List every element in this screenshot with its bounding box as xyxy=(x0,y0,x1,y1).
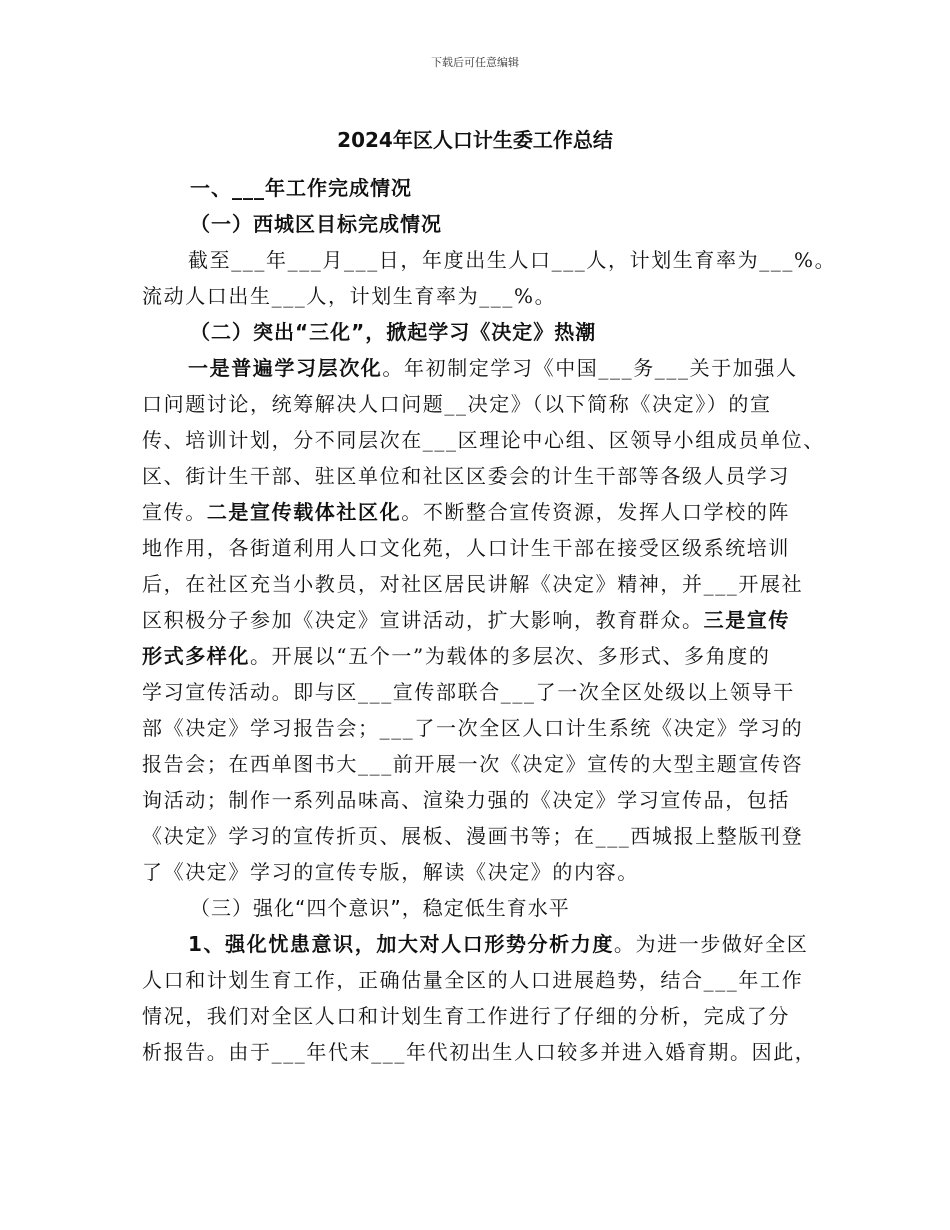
paragraph-line: 询活动；制作一系列品味高、渲染力强的《决定》学习宣传品，包括 xyxy=(142,788,790,812)
page-header-note: 下载后可任意编辑 xyxy=(431,56,519,69)
paragraph-line: 部《决定》学习报告会；___了一次全区人口计生系统《决定》学习的 xyxy=(142,716,804,740)
paragraph-text: 宣传。 xyxy=(142,500,207,524)
paragraph-line: 析报告。由于___年代末___年代初出生人口较多并进入婚育期。因此， xyxy=(142,1040,817,1064)
paragraph-line: 了《决定》学习的宣传专版，解读《决定》的内容。 xyxy=(142,860,639,884)
paragraph-line: 人口和计划生育工作，正确估量全区的人口进展趋势，结合___年工作 xyxy=(142,968,804,992)
paragraph-line: 地作用，各街道利用人口文化苑，人口计生干部在接受区级系统培训 xyxy=(142,536,790,560)
paragraph-line xyxy=(142,602,824,638)
subsection-heading: （一）西城区目标完成情况 xyxy=(190,212,442,236)
bold-lead: 一是普遍学习层次化 xyxy=(188,356,383,380)
paragraph-line: 后，在社区充当小教员，对社区居民讲解《决定》精神，并___开展社 xyxy=(142,572,804,596)
document-body xyxy=(142,170,837,1070)
paragraph-line xyxy=(142,926,824,962)
paragraph-line: 口问题讨论，统筹解决人口问题__决定》（以下简称《决定》）的宣 xyxy=(142,392,772,416)
paragraph-line xyxy=(142,494,824,530)
subsection-heading: （二）突出“三化”，掀起学习《决定》热潮 xyxy=(190,320,597,344)
paragraph-line xyxy=(142,638,824,674)
paragraph-text: 。为进一步做好全区 xyxy=(613,932,809,956)
bold-lead: 形式多样化 xyxy=(142,644,250,668)
paragraph-line: 区、街计生干部、驻区单位和社区区委会的计生干部等各级人员学习 xyxy=(142,464,790,488)
bold-lead: 三是宣传 xyxy=(703,608,791,632)
paragraph-line: 流动人口出生___人，计划生育率为___%。 xyxy=(142,284,557,308)
section-heading: 一、___年工作完成情况 xyxy=(190,176,412,200)
paragraph-line: 传、培训计划，分不同层次在___区理论中心组、区领导小组成员单位、 xyxy=(142,428,825,452)
paragraph-line xyxy=(142,350,824,386)
paragraph-text: 。不断整合宣传资源，发挥人口学校的阵 xyxy=(401,500,791,524)
paragraph-text: 。开展以“五个一”为载体的多层次、多形式、多角度的 xyxy=(250,644,771,668)
paragraph-line: 报告会；在西单图书大___前开展一次《决定》宣传的大型主题宣传咨 xyxy=(142,752,804,776)
bold-lead: 二是宣传载体社区化 xyxy=(206,500,402,524)
paragraph-line: 截至___年___月___日，年度出生人口___人，计划生育率为___%。 xyxy=(188,248,837,272)
paragraph-line: 学习宣传活动。即与区___宣传部联合___了一次全区处级以上领导干 xyxy=(142,680,795,704)
paragraph-text: 区积极分子参加《决定》宣讲活动，扩大影响，教育群众。 xyxy=(142,608,704,632)
bold-lead: 1、强化忧患意识，加大对人口形势分析力度 xyxy=(188,932,614,956)
document-title: 2024年区人口计生委工作总结 xyxy=(337,128,613,152)
subsection-heading: （三）强化“四个意识”，稳定低生育水平 xyxy=(190,896,570,920)
paragraph-text: 。年初制定学习《中国___务___关于加强人 xyxy=(382,356,798,380)
paragraph-line: 《决定》学习的宣传折页、展板、漫画书等；在___西城报上整版刊登 xyxy=(142,824,804,848)
paragraph-line: 情况，我们对全区人口和计划生育工作进行了仔细的分析，完成了分 xyxy=(142,1004,790,1028)
